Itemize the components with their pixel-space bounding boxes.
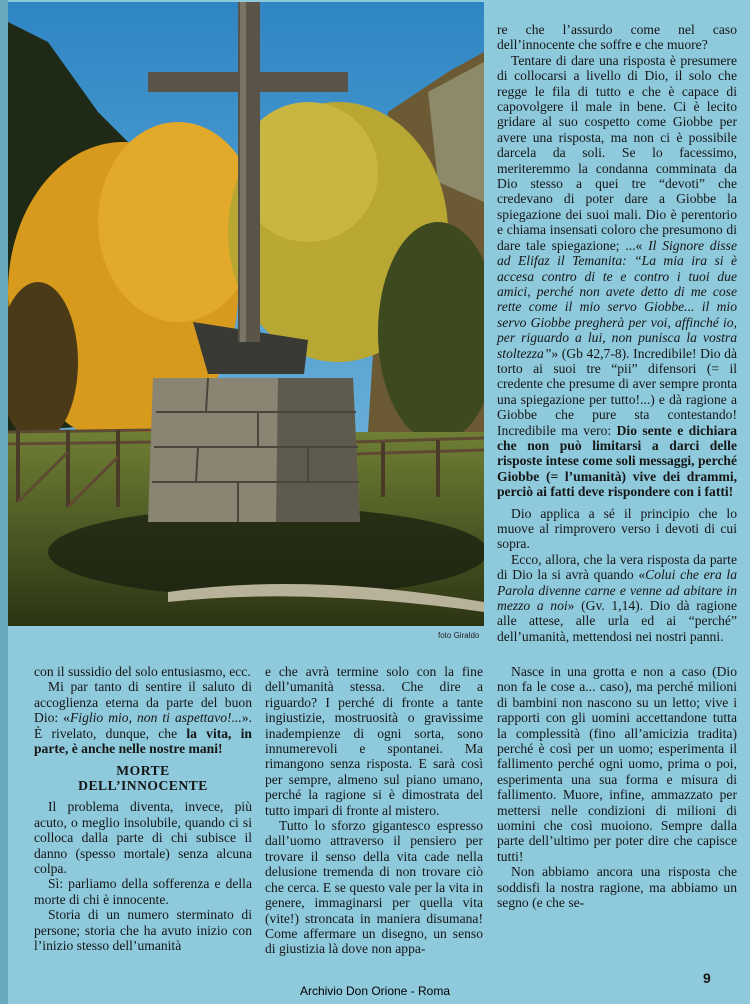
quote-god: Figlio mio, non ti aspettavo!... (69, 710, 242, 726)
page-number: 9 (703, 970, 711, 986)
bold-statement: Dio sente e dichiara che non può limitarsi a darci delle risposte intese come soli messaggi, perché Giobbe (= l’umanità) vive dei drammi, perciò ai fatti deve rispondere con i fatti! (497, 422, 738, 500)
paragraph (497, 552, 737, 644)
photo-cross-autumn (8, 2, 484, 626)
photo-illustration (8, 2, 484, 626)
paragraph: con il sussidio del solo entusiasmo, ecc. (34, 664, 251, 679)
archive-footer: Archivio Don Orione - Roma (299, 984, 451, 998)
bold-statement: la vita, in parte, è anche nelle nostre mani! (34, 725, 252, 757)
quote-job: Il Signore disse ad Elifaz il Temanita: “La mia ira si è accesa contro di te e contro i tuoi due amici, perché non avete detto di me cose rette come il mio servo Giobbe... il mio servo Giobbe pregherà per voi, affinché io, per riguardo a lui, non punisca la vostra stoltezza” (497, 237, 737, 361)
paragraph (497, 53, 737, 500)
text-run: Ecco, allora, che la vera risposta da parte di Dio la si avrà quando « (497, 551, 737, 583)
paragraph: Storia di un numero sterminato di persone; storia che ha avuto inizio con l’inizio stesso dell’umanità (34, 907, 252, 954)
paragraph: e che avrà termine solo con la fine dell’umanità stessa. Che dire a riguardo? I perché di fronte a tante ingiustizie, mostruosità o gravissime inadempienze di ogni sorta, sono innumerevoli e spontanei. Ma rimangono senza risposta. E sarà così per sempre, almeno sul piano umano, perché la ragione si è dimostrata del tutto impari di fronte al mistero. (265, 664, 483, 818)
paragraph: Il problema diventa, invece, più acuto, o meglio insolubile, quando ci si colloca dalla parte di chi subisce il danno (spesso mortale) senza alcuna colpa. (34, 799, 252, 877)
text-column-1 (34, 664, 252, 954)
paragraph: Nasce in una grotta e non a caso (Dio non fa le cose a... caso), ma perché milioni di bambini non nascono su un letto; vive i rapporti con gli uomini accettandone tutta la complessità (fino all’amicizia tradita) perché è così per un uomo; esperimenta il fallimento perché ogni uomo, prima o poi, esperimenta una sua forma e misura di fallimento. Muore, infine, ammazzato per mettersi nelle condizioni di milioni di uomini che così muoiono. Sempre dalla parte dell’ultimo per poter dire che capisce tutti! (497, 664, 737, 864)
paragraph: Non abbiamo ancora una risposta che soddisfi la nostra ragione, ma abbiamo un segno (e che se- (497, 864, 737, 911)
paragraph (34, 679, 252, 756)
text-column-right-top (497, 22, 737, 644)
text-run: » (Gv. 1,14). Dio dà ragione alle attese, alle urla ed ai “perché” dell’umanità, mettendosi nei nostri panni. (497, 598, 737, 644)
photo-credit: foto Giraldo (438, 631, 480, 640)
section-heading (34, 763, 252, 793)
stone-base-shade (276, 378, 360, 522)
heading-line: MORTE (116, 763, 170, 779)
text-run: Mi par tanto di sentire il saluto di accoglienza eterna da parte del buon Dio: « (34, 679, 252, 726)
text-column-3 (497, 664, 737, 911)
text-run: ». È rivelato, dunque, che (34, 710, 252, 741)
paragraph: Sì: parliamo della sofferenza e della morte di chi è innocente. (34, 876, 252, 907)
cross-horizontal (148, 72, 348, 92)
text-run: » (Gb 42,7-8). Incredibile! Dio dà torto ai suoi tre “pii” difensori (= il credente che presume di aver sempre pronta una spiegazione per tutto!...) e dà ragione a Giobbe che pure sta contestando! Incredibile ma vero: (497, 345, 737, 438)
page-edge-shadow (0, 0, 8, 1004)
heading-line: DELL’INNOCENTE (78, 778, 208, 794)
text-column-2 (265, 664, 483, 957)
quote-john: Colui che era la Parola divenne carne e venne ad abitare in mezzo a noi (497, 567, 737, 614)
paragraph: Tutto lo sforzo gigantesco espresso dall’uomo attraverso il pensiero per trovare il senso della vita cade nella delusione tremenda di non trovare ciò che cerca. E se questo vale per la vita in genere, immaginarsi per quella vita (vite!) stroncata in maniera disumana! Come affermare un disegno, un senso di giustizia là dove non appa- (265, 818, 483, 957)
paragraph: Dio applica a sé il principio che lo muove al rimprovero verso i devoti di cui sopra. (497, 505, 737, 552)
text-run: Tentare di dare una risposta è presumere di collocarsi a livello di Dio, il solo che regge le fila di tutto e che è capace di capovolgere il male in bene. Ci è lecito gridare al suo cospetto come Giobbe per avere una risposta, ma non ci è possibile darcela da soli. Se lo facessimo, meriteremmo la condanna comminata da Dio stesso a quei tre “devoti” che credevano di poter dare a Giobbe la spiegazione dei suoi mali. Dio è perentorio e chiama insensati coloro che presumono di dare tale spiegazione; ...« (497, 52, 737, 253)
paragraph: re che l’assurdo come nel caso dell’innocente che soffre e che muore? (497, 22, 737, 53)
cross-highlight (240, 2, 246, 342)
